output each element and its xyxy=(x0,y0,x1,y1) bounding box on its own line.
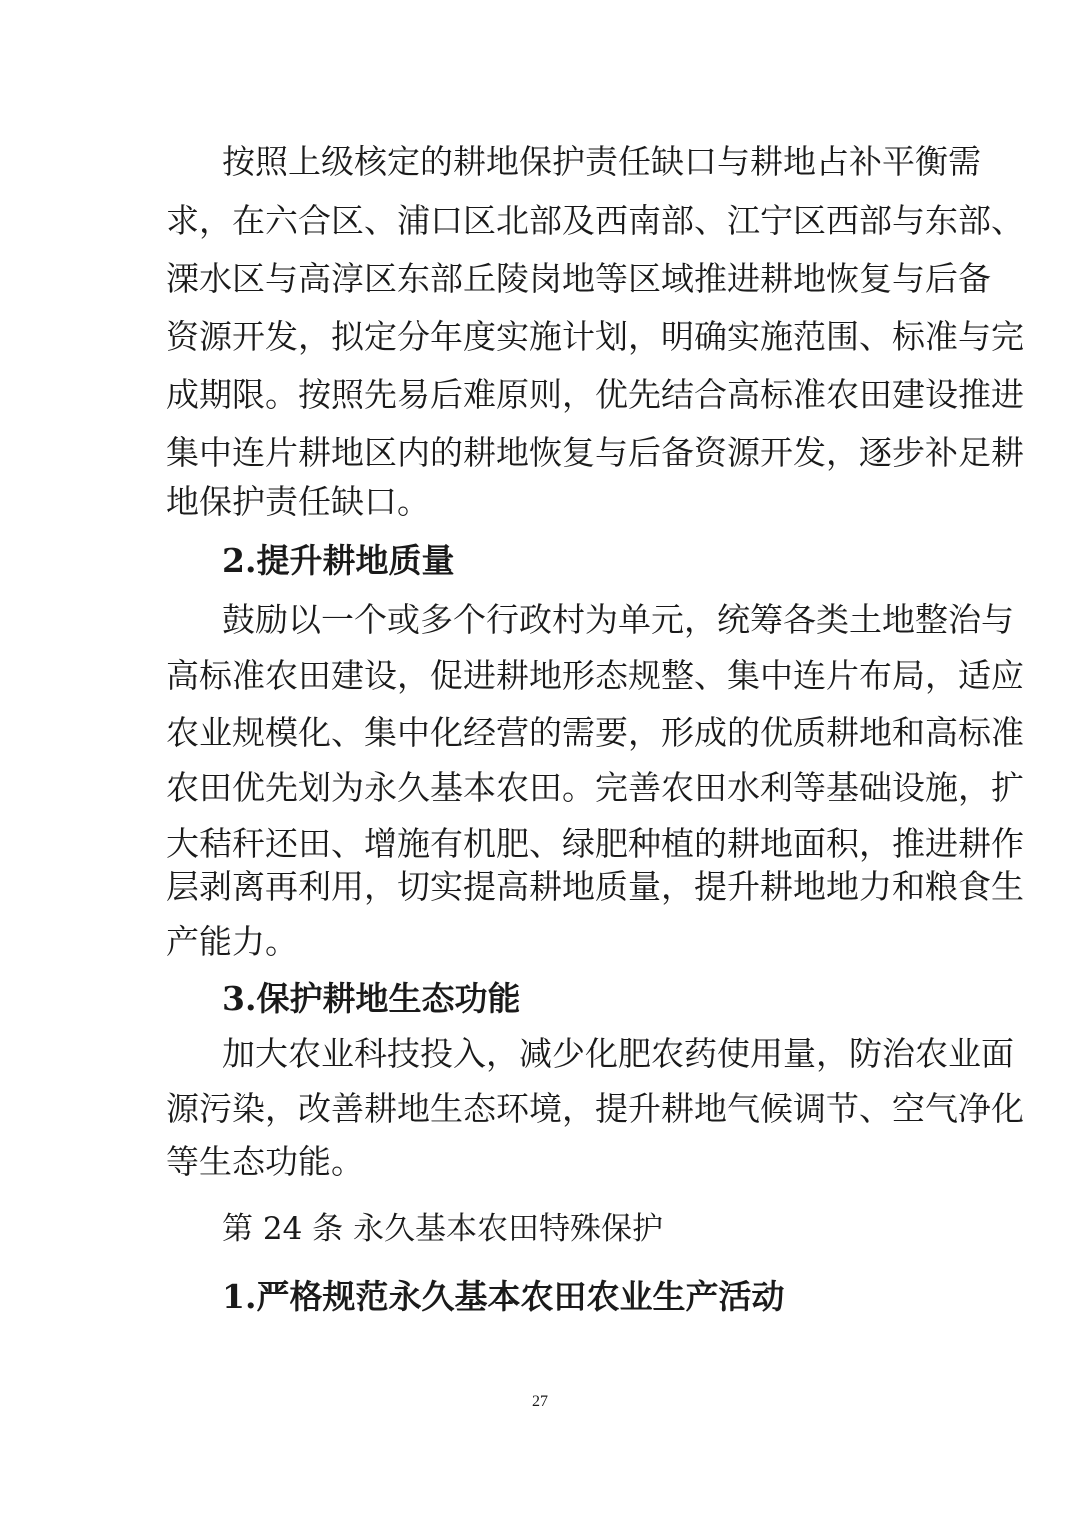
paragraph-1-line-2: 求，在六合区、浦口区北部及西南部、江宁区西部与东部、 xyxy=(166,201,1024,240)
paragraph-2-line-5: 大秸秆还田、增施有机肥、绿肥种植的耕地面积，推进耕作 xyxy=(166,824,1024,863)
paragraph-1-line-5: 成期限。按照先易后难原则，优先结合高标准农田建设推进 xyxy=(166,375,1024,414)
paragraph-2-line-2: 高标准农田建设，促进耕地形态规整、集中连片布局，适应 xyxy=(166,656,1024,695)
page-number: 27 xyxy=(532,1393,548,1410)
paragraph-2-line-4: 农田优先划为永久基本农田。完善农田水利等基础设施，扩 xyxy=(166,768,1024,807)
paragraph-1-line-3: 溧水区与高淳区东部丘陵岗地等区域推进耕地恢复与后备 xyxy=(166,259,991,298)
section-heading-3: 3.保护耕地生态功能 xyxy=(222,979,521,1018)
paragraph-1-line-6: 集中连片耕地区内的耕地恢复与后备资源开发，逐步补足耕 xyxy=(166,433,1024,472)
paragraph-3-line-3: 等生态功能。 xyxy=(166,1142,364,1181)
paragraph-1-line-4: 资源开发，拟定分年度实施计划，明确实施范围、标准与完 xyxy=(166,317,1024,356)
paragraph-2-line-7: 产能力。 xyxy=(166,922,298,961)
paragraph-1-line-1: 按照上级核定的耕地保护责任缺口与耕地占补平衡需 xyxy=(222,142,981,181)
section-heading-4: 1.严格规范永久基本农田农业生产活动 xyxy=(222,1277,785,1316)
paragraph-3-line-1: 加大农业科技投入，减少化肥农药使用量，防治农业面 xyxy=(222,1034,1014,1073)
paragraph-2-line-6: 层剥离再利用，切实提高耕地质量，提升耕地地力和粮食生 xyxy=(166,867,1024,906)
paragraph-3-line-2: 源污染，改善耕地生态环境，提升耕地气候调节、空气净化 xyxy=(166,1089,1024,1128)
paragraph-1-line-7: 地保护责任缺口。 xyxy=(166,482,430,521)
article-title: 第 24 条 永久基本农田特殊保护 xyxy=(222,1211,664,1247)
section-heading-2: 2.提升耕地质量 xyxy=(222,541,455,580)
paragraph-2-line-3: 农业规模化、集中化经营的需要，形成的优质耕地和高标准 xyxy=(166,713,1024,752)
paragraph-2-line-1: 鼓励以一个或多个行政村为单元，统筹各类土地整治与 xyxy=(222,600,1014,639)
